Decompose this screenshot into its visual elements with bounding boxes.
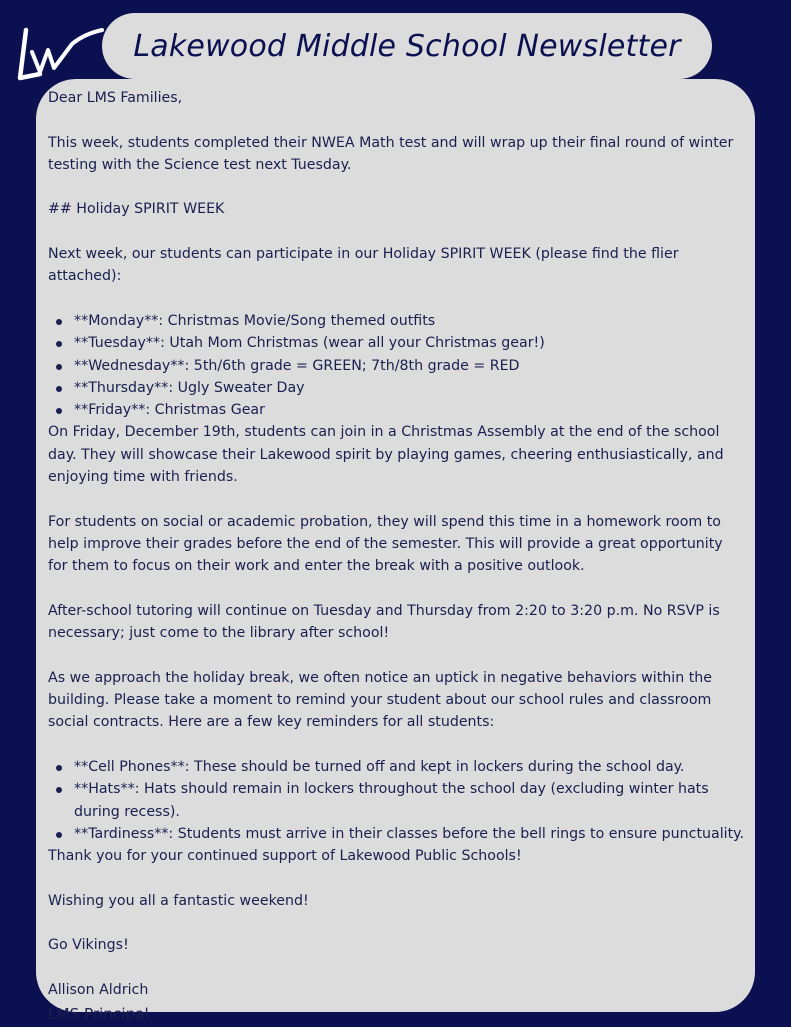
signature-name: Allison Aldrich xyxy=(48,981,149,998)
list-item: **Tardiness**: Students must arrive in their classes before the bell rings to ensure punctuality. xyxy=(74,823,745,845)
reminders-list xyxy=(48,756,745,845)
signature-title: LMS Principal xyxy=(48,1005,149,1024)
newsletter-body-card xyxy=(36,79,755,1024)
newsletter-title-banner xyxy=(102,13,712,79)
cheer-line: Go Vikings! xyxy=(48,937,129,954)
list-item: **Tuesday**: Utah Mom Christmas (wear all your Christmas gear!) xyxy=(74,332,745,354)
list-item: **Wednesday**: 5th/6th grade = GREEN; 7th/8th grade = RED xyxy=(74,355,745,377)
probation-paragraph: For students on social or academic probation, they will spend this time in a homework room to help improve their grades before the end of the semester. This will provide a great opportunity for them to focus on their work and enter the break with a positive outlook. xyxy=(48,513,723,575)
section-heading: ## Holiday SPIRIT WEEK xyxy=(48,201,225,218)
spirit-week-list xyxy=(48,310,745,421)
wishes-line: Wishing you all a fantastic weekend! xyxy=(48,892,309,909)
lw-logo-icon xyxy=(14,22,106,84)
intro-paragraph: This week, students completed their NWEA Math test and will wrap up their final round of winter testing with the Science test next Tuesday. xyxy=(48,134,734,173)
assembly-paragraph: On Friday, December 19th, students can join in a Christmas Assembly at the end of the school day. They will showcase their Lakewood spirit by playing games, cheering enthusiastically, and enjoying time with friends. xyxy=(48,424,724,486)
tutoring-paragraph: After-school tutoring will continue on Tuesday and Thursday from 2:20 to 3:20 p.m. No RSVP is necessary; just come to the library after school! xyxy=(48,602,720,642)
list-item: **Cell Phones**: These should be turned off and kept in lockers during the school day. xyxy=(74,756,745,778)
spirit-week-intro: Next week, our students can participate in our Holiday SPIRIT WEEK (please find the flier attached): xyxy=(48,246,679,285)
greeting: Dear LMS Families, xyxy=(48,90,183,106)
behavior-paragraph: As we approach the holiday break, we often notice an uptick in negative behaviors within the building. Please take a moment to remind your student about our school rules and classroom social contracts. Here are a few key reminders for all students: xyxy=(48,669,712,731)
thanks-line: Thank you for your continued support of Lakewood Public Schools! xyxy=(48,848,522,865)
page-title: Lakewood Middle School Newsletter xyxy=(133,28,681,64)
list-item: **Monday**: Christmas Movie/Song themed outfits xyxy=(74,310,745,332)
list-item: **Hats**: Hats should remain in lockers throughout the school day (excluding winter hats during recess). xyxy=(74,778,745,823)
list-item: **Friday**: Christmas Gear xyxy=(74,399,745,421)
list-item: **Thursday**: Ugly Sweater Day xyxy=(74,377,745,399)
